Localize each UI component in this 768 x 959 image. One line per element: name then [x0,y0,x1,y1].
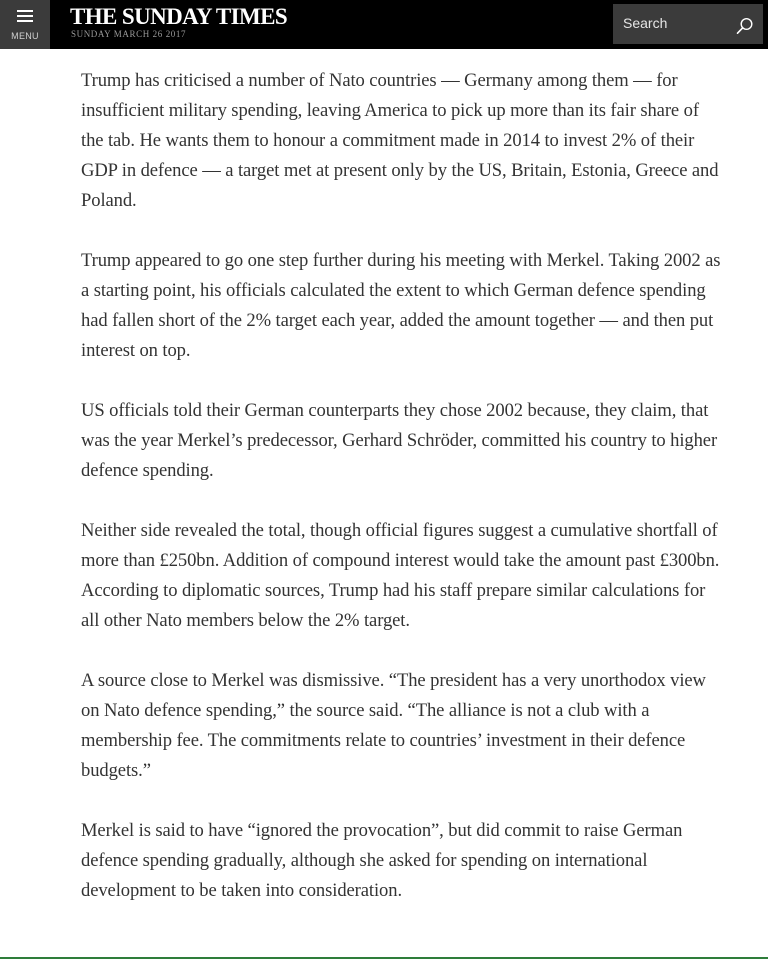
article-paragraph: Trump has criticised a number of Nato countries — Germany among them — for insufficient military spending, leaving America to pick up more than its fair share of the tab. He wants them to honour a commitment made in 2014 to invest 2% of their GDP in defence — a target met at present only by the US, Britain, Estonia, Greece and Poland. [81,70,719,211]
edition-date: SUNDAY MARCH 26 2017 [71,29,187,39]
menu-button[interactable] [0,0,50,49]
search-placeholder: Search [623,15,668,31]
article-paragraph: US officials told their German counterparts they chose 2002 because, they claim, that was the year Merkel’s predecessor, Gerhard Schröder, committed his country to higher defence spending. [81,400,718,481]
article-paragraph: Merkel is said to have “ignored the provocation”, but did commit to raise German defence spending gradually, although she asked for spending on international development to be taken into consideration. [81,820,683,901]
masthead-logo[interactable]: THE SUNDAY TIMES [70,4,288,29]
menu-label: MENU [11,31,39,41]
hamburger-icon [17,10,33,23]
article-body [81,66,721,936]
top-bar [0,0,768,49]
search-input[interactable] [613,4,763,44]
search-icon[interactable] [736,17,754,35]
article-paragraph: Trump appeared to go one step further during his meeting with Merkel. Taking 2002 as a starting point, his officials calculated the extent to which German defence spending had fallen short of the 2% target each year, added the amount together — and then put interest on top. [81,250,721,361]
article-paragraph: A source close to Merkel was dismissive. “The president has a very unorthodox view on Nato defence spending,” the source said. “The alliance is not a club with a membership fee. The commitments relate to countries’ investment in their defence budgets.” [81,670,706,781]
article-paragraph: Neither side revealed the total, though official figures suggest a cumulative shortfall of more than £250bn. Addition of compound interest would take the amount past £300bn. According to diplomatic sources, Trump had his staff prepare similar calculations for all other Nato members below the 2% target. [81,520,720,631]
